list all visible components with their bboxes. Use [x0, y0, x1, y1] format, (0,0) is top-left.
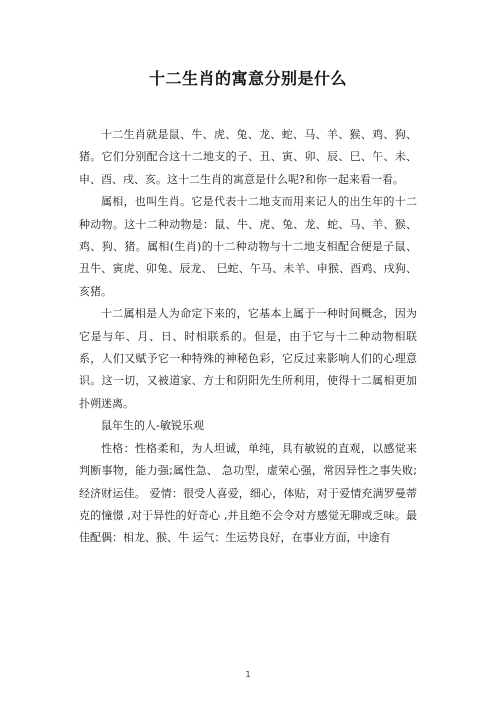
- page-number: 1: [245, 670, 251, 679]
- document-title: 十二生肖的寓意分别是什么: [148, 69, 347, 88]
- paragraph-rat-traits: 性格：性格柔和，为人坦诚，单纯，具有敏锐的直观，以感觉来判断事物，能力强;属性急、 急功型，虚荣心强，常因异性之事失败;经济财运佳。 爱情：很受人喜爱，细心，体贴，对于爱情充满罗曼蒂克的憧憬 ,对于异性的好奇心 ,并且绝不会令对方感觉无聊或乏味。最佳配偶：相龙、猴、牛 运气：生运势良好，在事业方面，中途有: [79, 441, 417, 545]
- paragraph-intro: 十二生肖就是鼠、牛、虎、兔、龙、蛇、马、羊、猴、鸡、狗、猪。它们分别配合这十二地支的子、丑、寅、卯、辰、巳、午、未、申、酉、戌、亥。这十二生肖的寓意是什么呢?和你一起来看一看。: [79, 128, 417, 186]
- paragraph-meaning: 十二属相是人为命定下来的，它基本上属于一种时间概念，因为它是与年、月、日、时相联系的。但是，由于它与十二种动物相联系，人们又赋予它一种特殊的神秘色彩，它反过来影响人们的心理意识。这一切，又被道家、方士和阴阳先生所利用，使得十二属相更加扑朔迷离。: [79, 307, 417, 410]
- paragraph-shuxiang: 属相，也叫生肖。它是代表十二地支而用来记人的出生年的十二种动物。这十二种动物是：鼠、牛、虎、兔、龙、蛇、马、羊、猴、鸡、狗、猪。属相(生肖)的十二种动物与十二地支相配合便是子鼠、丑牛、寅虎、卯兔、辰龙、 巳蛇、午马、未羊、申猴、酉鸡、戌狗、亥猪。: [79, 195, 417, 298]
- section-heading-rat: 鼠年生的人-敏锐乐观: [101, 419, 204, 433]
- document-body: [79, 124, 417, 550]
